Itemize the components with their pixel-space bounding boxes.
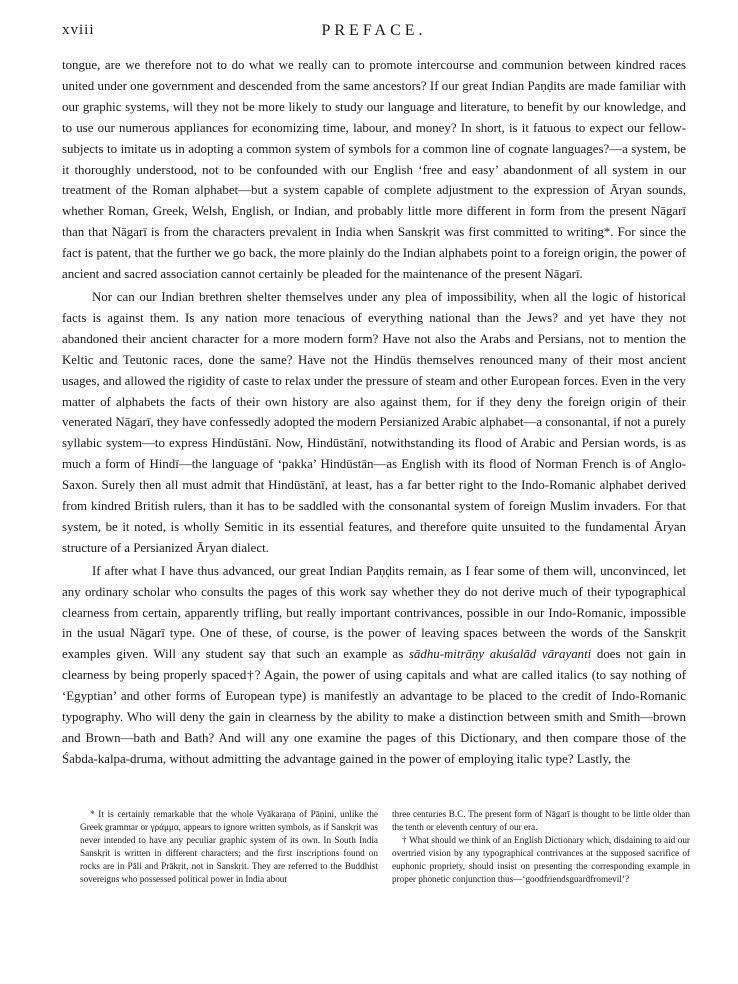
italic-sanskrit-example: sādhu-mitrāṇy akuśalād vārayanti [408, 647, 592, 662]
footnotes [80, 808, 690, 886]
page-header [62, 22, 686, 46]
paragraph-2: Nor can our Indian brethren shelter themselves under any plea of impossibility, when all the logic of historical facts is against them. Is any nation more tenacious of everything national than the Jews? and yet have they not abandoned their ancient character for a more modern form? Have not also the Arabs and Persians, not to mention the Keltic and Teutonic races, done the same? Have not the Hindūs themselves renounced many of their most ancient usages, and allowed the rigidity of caste to relax under the pressure of steam and other European forces. Even in the very matter of alphabets the facts of their own history are also against them, for if they deny the foreign origin of their venerated Nāgarī, they have confessedly adopted the modern Persianized Arabic alphabet—a consonantal, if not a purely syllabic system—to express Hindūstānī. Now, Hindūstānī, notwithstanding its flood of Arabic and Persian words, is as much a form of Hindī—the language of ‘pakka’ Hindūstān—as English with its flood of Norman French is of Anglo-Saxon. Surely then all must admit that Hindūstānī, at least, has a far better right to the Indo-Romanic alphabet derived from kindred British rulers, than it has to be saddled with the consonantal system of foreign Muslim invaders. For that system, be it noted, is wholly Semitic in its essential features, and therefore quite unsuited to the fundamental Āryan structure of a Persianized Āryan dialect. [62, 289, 686, 555]
footnote-column-left [80, 808, 378, 886]
page-number: xviii [62, 22, 95, 38]
footnote-column-right [392, 808, 690, 886]
main-text [62, 55, 686, 770]
paragraph-1: tongue, are we therefore not to do what we really can to promote intercourse and communion between kindred races united under one government and descended from the same ancestors? If our great Indian Paṇḍits are made familiar with our graphic systems, will they not be more likely to study our language and literature, to benefit by our knowledge, and to use our numerous appliances for economizing time, labour, and money? In short, is it fatuous to expect our fellow-subjects to imitate us in adopting a common system of symbols for a common line of cognate languages?—a system, be it thoroughly understood, not to be confounded with our English ‘free and easy’ abandonment of all system in our treatment of the Roman alphabet—but a system capable of complete adjustment to the expression of Āryan sounds, whether Roman, Greek, Welsh, English, or Indian, and probably little more different in form from the present Nāgarī than that Nāgarī is from the characters prevalent in India when Sanskṛit was first committed to writing*. For since the fact is patent, that the further we go back, the more plainly do the Indian alphabets point to a foreign origin, the power of ancient and sacred association cannot certainly be pleaded for the maintenance of the present Nāgarī. [62, 58, 686, 282]
footnote-asterisk-continued: three centuries B.C. The present form of Nāgarī is thought to be little older than the tenth or eleventh century of our era. [392, 809, 690, 832]
paragraph-3-start: If after what I have thus advanced, our great Indian Paṇḍits remain, as I fear some of them will, unconvinced, let any ordinary scholar who consults the pages of this work say whether they do not derive much of their typographical clearness from certain, apparently trifling, but really important contrivances, possible in our Indo-Romanic, impossible in the usual Nāgarī type. One of these, of course, is the power of leaving spaces between the words of the Sanskṛit examples given. Will any student say that such an example as [62, 563, 686, 662]
running-title: PREFACE. [321, 22, 427, 39]
footnote-asterisk: * It is certainly remarkable that the whole Vyākaraṇa of Pāṇini, unlike the Greek grammar or γράμμα, appears to ignore written symbols, as if Sanskṛit was never intended to have any peculiar graphic system of its own. In South India Sanskṛit is written in different characters; and the first inscriptions found on rocks are in Pāli and Prākṛit, not in Sanskṛit. They are referred to the Buddhist sovereigns who possessed political power in India about [80, 809, 378, 884]
paragraph-3 [62, 561, 686, 770]
paragraph-3-end: does not gain in clearness by being properly spaced†? Again, the power of using capitals and what are called italics (to say nothing of ‘Egyptian’ and other forms of European type) is manifestly an advantage to be placed to the credit of Indo-Romanic typography. Who will deny the gain in clearness by the ability to make a distinction between smith and Smith—brown and Brown—bath and Bath? And will any one examine the pages of this Dictionary, and then compare those of the Śabda-kalpa-druma, without admitting the advantage gained in the power of employing italic type? Lastly, the [62, 647, 686, 766]
footnote-dagger: † What should we think of an English Dictionary which, disdaining to aid our overtried vision by any typographical contrivances at the supposed sacrifice of euphonic propriety, should insist on presenting the corresponding example in proper phonetic conjunction thus—‘goodfriendsguardfromevil’? [392, 835, 690, 884]
